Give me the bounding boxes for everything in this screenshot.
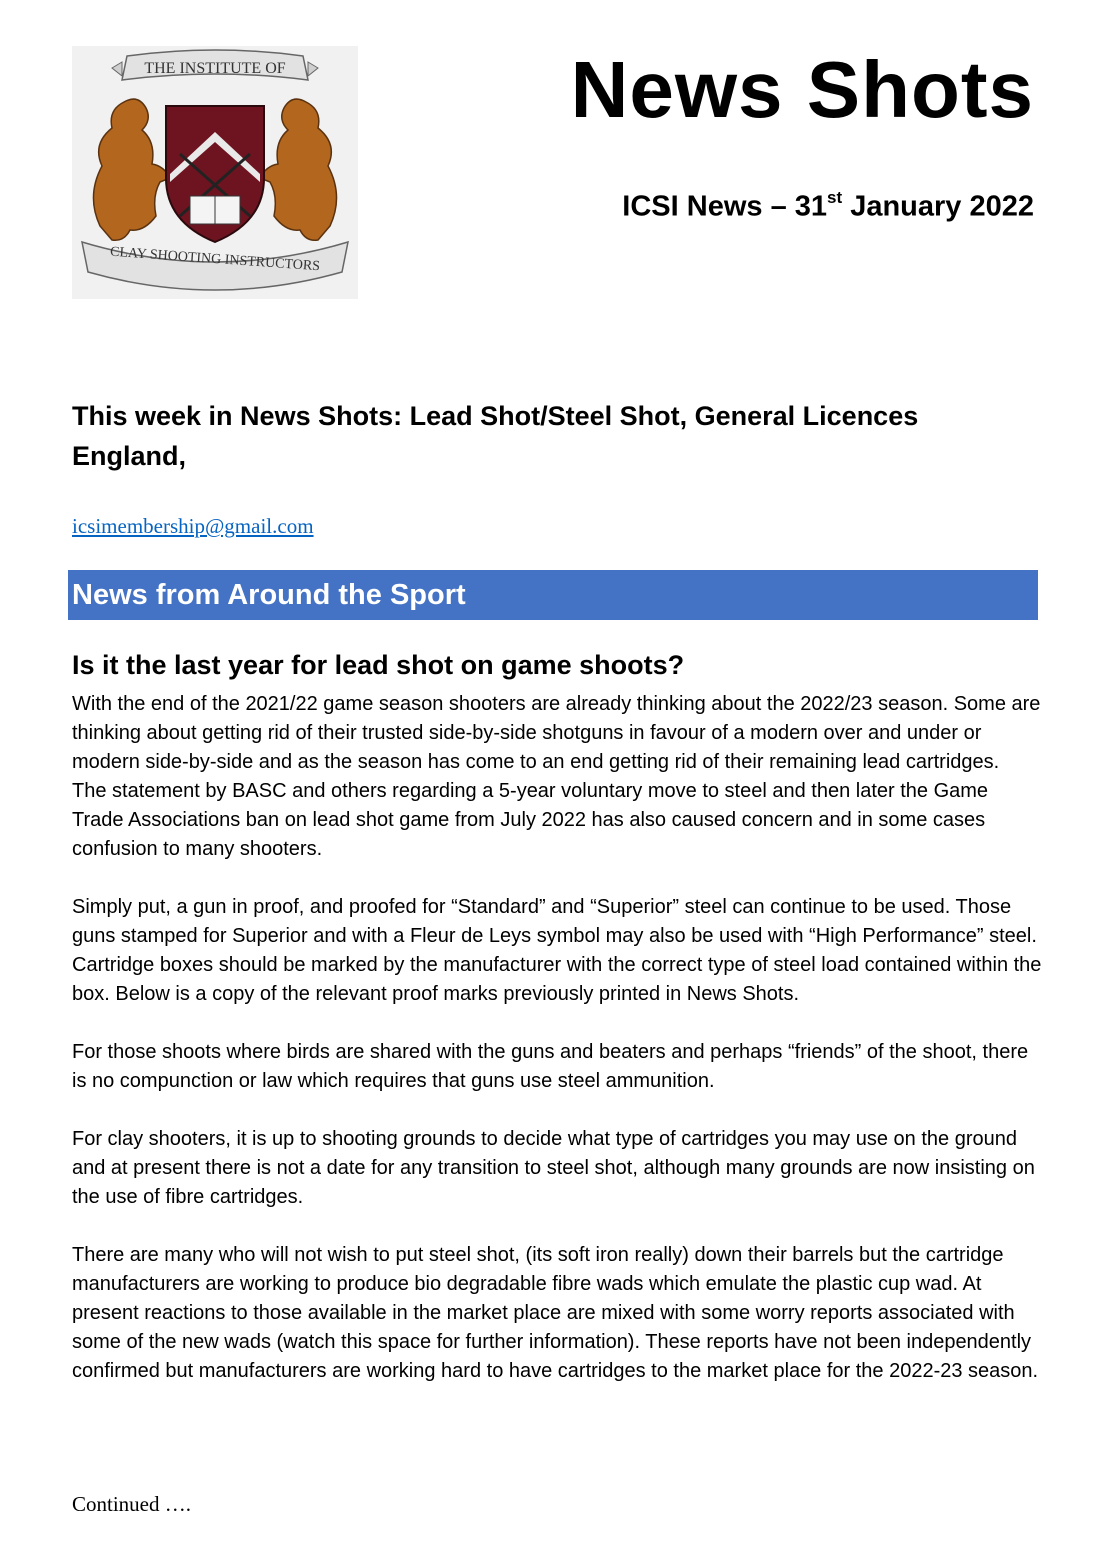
logo-bottom-text: CLAY SHOOTING INSTRUCTORS (109, 244, 321, 275)
article-paragraph: There are many who will not wish to put steel shot, (its soft iron really) down their barrels but the cartridge manufacturers are working to produce bio degradable fibre wads which emulate the plastic cup wad. At present reactions to those available in the market place are mixed with some worry reports associated with some of the new wads (watch this space for further information). These reports have not been independently confirmed but manufacturers are working hard to have cartridges to the market place for the 2022-23 season. (72, 1244, 1039, 1382)
continued-note: Continued …. (72, 1492, 191, 1516)
logo-top-text: THE INSTITUTE OF (144, 60, 286, 77)
article-paragraph: Simply put, a gun in proof, and proofed for “Standard” and “Superior” steel can continue to be used. Those guns stamped for Superior and with a Fleur de Leys symbol may also be used with “High Performance” steel. Cartridge boxes should be marked by the manufacturer with the correct type of steel load contained within the box. Below is a copy of the relevant proof marks previously printed in News Shots. (72, 896, 1042, 1005)
this-week-summary: This week in News Shots: Lead Shot/Steel Shot, General Licences England, (72, 401, 919, 471)
issue-date (622, 190, 1034, 224)
article-paragraph: The statement by BASC and others regarding a 5-year voluntary move to steel and then later the Game Trade Associations ban on lead shot game from July 2022 has also caused concern and in some cases confusion to many shooters. (72, 780, 989, 860)
issue-prefix: ICSI News – 31 (622, 190, 828, 223)
article-paragraph: For clay shooters, it is up to shooting grounds to decide what type of cartridges you may use on the ground and at present there is not a date for any transition to steel shot, although many grounds are now insisting on the use of fibre cartridges. (72, 1128, 1035, 1208)
issue-ordinal: st (827, 188, 843, 207)
newsletter-title: News Shots (570, 45, 1034, 134)
section-heading-bar (68, 570, 1038, 620)
article-paragraph: With the end of the 2021/22 game season shooters are already thinking about the 2022/23 season. Some are thinking about getting rid of their trusted side-by-side shotguns in favour of a modern over and under or modern side-by-side and as the season has come to an end getting rid of their remaining lead cartridges. (72, 693, 1041, 773)
article-paragraph: For those shoots where birds are shared with the guns and beaters and perhaps “friends” of the shoot, there is no compunction or law which requires that guns use steel ammunition. (72, 1041, 1029, 1092)
issue-suffix: January 2022 (842, 190, 1034, 223)
institute-logo (72, 46, 358, 299)
section-heading: News from Around the Sport (72, 578, 466, 611)
email-link[interactable]: icsimembership@gmail.com (72, 514, 314, 538)
article-title: Is it the last year for lead shot on game shoots? (72, 650, 685, 680)
article-body (72, 690, 1042, 1386)
